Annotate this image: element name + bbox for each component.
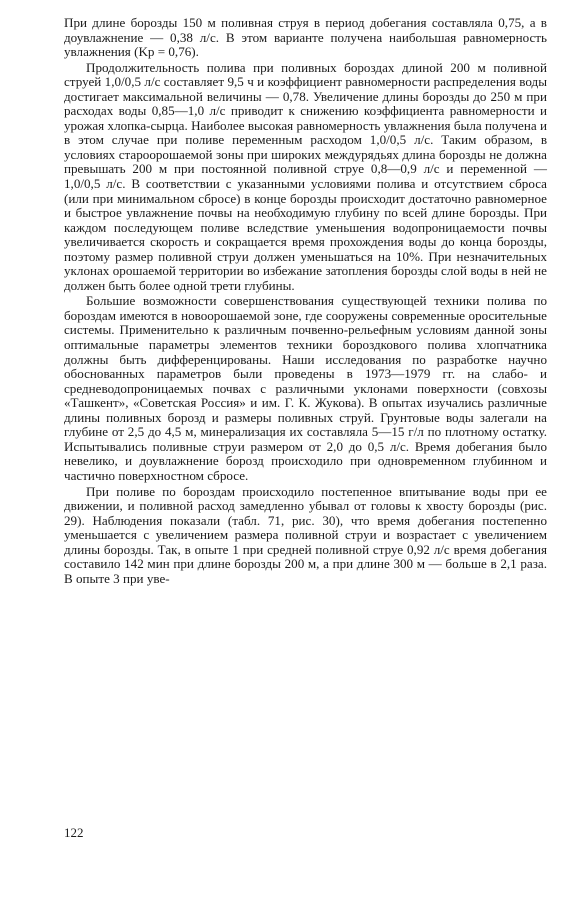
paragraph-new-irrigation-zone: Большие возможности совершенствования существующей техники полива по бороздам имеются в новоорошаемой зоне, где сооружены современные оросительные системы. Применительно к различным почвенно-рельефным условиям данной зоны оптимальные параметры элементов техники бороздкового полива хлопчатника должны быть дифференцированы. Наши исследования по разработке научно обоснованных параметров были проведены в 1973—1979 гг. на слабо- и средневодопроницаемых почвах с различными уклонами поверхности (совхозы «Ташкент», «Советская Россия» и им. Г. К. Жукова). В опытах изучались различные длины поливных борозд и размеры поливных струй. Грунтовые воды залегали на глубине от 2,5 до 4,5 м, минерализация их составляла 5—15 г/л по плотному остатку. Испытывались поливные струи размером от 2,0 до 0,5 л/с. Время добегания было невелико, и доувлажнение борозд происходило при одновременном глубинном и частично поверхностном сбросе.	[64, 293, 547, 483]
paragraph-infiltration-observations: При поливе по бороздам происходило постепенное впитывание воды при ее движении, и поливной расход замедленно убывал от головы к хвосту борозды (рис. 29). Наблюдения показали (табл. 71, рис. 30), что время добегания постепенно уменьшается с увеличением размера поливной струи и возрастает с увеличением длины борозды. Так, в опыте 1 при средней поливной струе 0,92 л/с время добегания составило 142 мин при длине борозды 200 м, а при длине 300 м — больше в 2,1 раза. В опыте 3 при уве-	[64, 483, 547, 586]
body-text	[64, 16, 547, 586]
paragraph-furrow-length-duration: Продолжительность полива при поливных бороздах длиной 200 м поливной струей 1,0/0,5 л/с составляет 9,5 ч и коэффициент равномерности распределения воды достигает максимальной величины — 0,78. Увеличение длины борозды до 250 м при расходах воды 0,85—1,0 л/с приводит к снижению коэффициента равномерности и урожая хлопка-сырца. Наиболее высокая равномерность увлажнения была получена и в этом случае при поливе переменным расходом 1,0/0,5 л/с. Таким образом, в условиях староорошаемой зоны при широких междурядьях длина борозды не должна превышать 200 м при постоянной поливной струе 0,8—0,9 л/с и переменной — 1,0/0,5 л/с. В соответствии с указанными условиями полива и отсутствием сброса (или при минимальном сбросе) в конце борозды происходит достаточно равномерное и быстрое увлажнение почвы на необходимую глубину по всей длине борозды. При каждом последующем поливе вследствие уменьшения водопроницаемости почвы увеличивается скорость и сокращается время прохождения воды до конца борозды, поэтому размер поливной струи должен уменьшаться на 10%. При незначительных уклонах орошаемой территории во избежание затопления борозды слой воды в ней не должен быть более одной трети глубины.	[64, 59, 547, 293]
paragraph-continuation: При длине борозды 150 м поливная струя в период добегания составляла 0,75, а в доувлажнение — 0,38 л/с. В этом варианте получена наибольшая равномерность увлажнения (Kр = 0,76).	[64, 15, 547, 60]
page-number: 122	[64, 825, 84, 840]
